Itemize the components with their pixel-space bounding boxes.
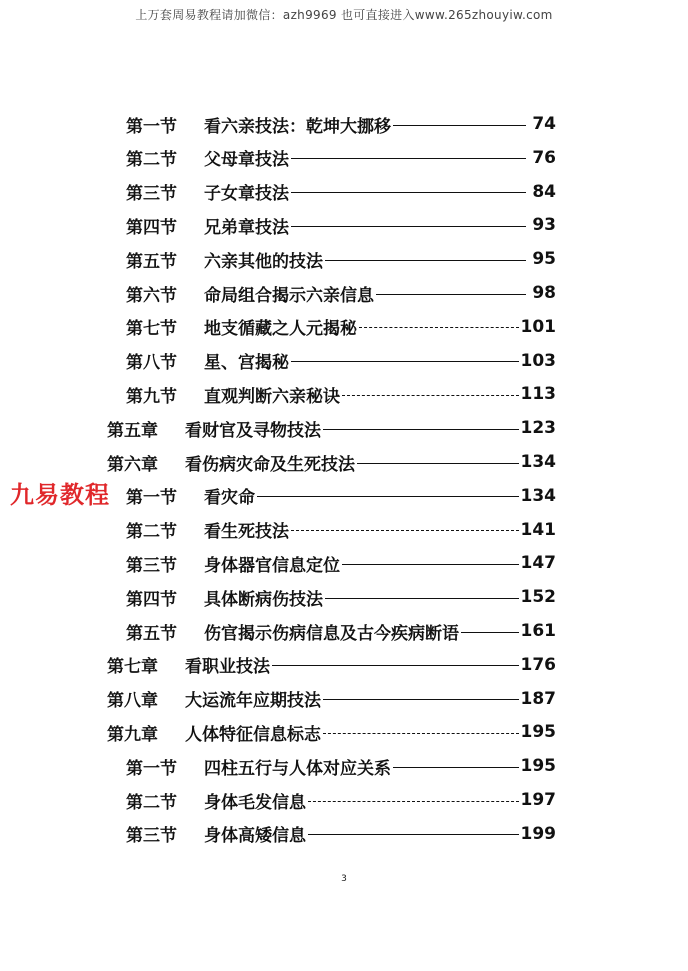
toc-entry-page: 103: [520, 350, 556, 371]
toc-leader-line: [342, 395, 519, 396]
toc-leader-line: [323, 699, 519, 700]
toc-entry-title: 看生死技法: [204, 522, 289, 543]
toc-entry-title: 直观判断六亲秘诀: [204, 386, 340, 407]
toc-entry-page: 84: [532, 181, 556, 202]
toc-entry-number: 第五节: [126, 251, 177, 272]
toc-entry-page: 147: [520, 553, 556, 574]
toc-entry: [126, 179, 556, 205]
toc-entry: [126, 584, 556, 610]
toc-entry: [126, 348, 556, 374]
toc-entry-page: 113: [520, 384, 556, 405]
toc-entry-number: 第四节: [126, 589, 177, 610]
toc-entry-title: 看财官及寻物技法: [185, 420, 321, 441]
toc-entry-page: 76: [532, 147, 556, 168]
toc-entry-page: 141: [520, 519, 556, 540]
toc-entry-page: 195: [520, 756, 556, 777]
page-header-ad: 上万套周易教程请加微信：azh9969 也可直接进入www.265zhouyiw.com: [135, 8, 553, 22]
toc-entry-title: 地支循藏之人元揭秘: [204, 319, 357, 340]
toc-entry: [126, 381, 556, 407]
toc-leader-line: [323, 429, 519, 430]
toc-leader-line: [359, 327, 519, 328]
toc-leader-line: [325, 598, 519, 599]
toc-entry-page: 101: [520, 316, 556, 337]
toc-entry-number: 第五节: [126, 623, 177, 644]
toc-entry-page: 123: [520, 418, 556, 439]
toc-entry-number: 第二节: [126, 792, 177, 813]
toc-entry-title: 身体高矮信息: [204, 826, 306, 847]
toc-leader-line: [308, 834, 519, 835]
toc-leader-line: [291, 226, 526, 227]
toc-entry-number: 第九节: [126, 386, 177, 407]
toc-entry-number: 第一节: [126, 116, 177, 137]
toc-entry-title: 看灾命: [204, 488, 255, 509]
toc-entry-title: 子女章技法: [204, 184, 289, 205]
toc-entry-number: 第一节: [126, 488, 177, 509]
toc-leader-line: [342, 564, 519, 565]
toc-entry-title: 兄弟章技法: [204, 217, 289, 238]
toc-entry-title: 伤官揭示伤病信息及古今疾病断语: [204, 623, 459, 644]
toc-entry: [126, 483, 556, 509]
toc-entry-number: 第三节: [126, 184, 177, 205]
toc-entry-number: 第九章: [107, 724, 158, 745]
toc-leader-line: [257, 496, 519, 497]
toc-leader-line: [393, 125, 526, 126]
toc-entry-number: 第二节: [126, 522, 177, 543]
toc-entry-number: 第八节: [126, 353, 177, 374]
toc-entry-title: 看六亲技法：乾坤大挪移: [204, 116, 391, 137]
toc-entry-title: 看伤病灾命及生死技法: [185, 454, 355, 475]
toc-leader-line: [308, 801, 519, 802]
toc-entry-number: 第七节: [126, 319, 177, 340]
watermark-logo: 九易教程: [10, 481, 110, 509]
toc-entry-number: 第四节: [126, 217, 177, 238]
toc-leader-line: [323, 733, 519, 734]
toc-entry-title: 星、宫揭秘: [204, 353, 289, 374]
toc-leader-line: [357, 463, 519, 464]
toc-entry: [107, 719, 556, 745]
toc-entry-number: 第三节: [126, 826, 177, 847]
toc-entry-page: 134: [520, 452, 556, 472]
toc-entry-page: 197: [520, 790, 556, 810]
page-number: 3: [341, 874, 347, 884]
toc-entry: [126, 787, 556, 813]
toc-entry-title: 四柱五行与人体对应关系: [204, 758, 391, 779]
toc-entry-number: 第五章: [107, 420, 158, 441]
toc-leader-line: [376, 294, 526, 295]
toc-entry-title: 看职业技法: [185, 657, 270, 678]
toc-entry: [126, 111, 556, 137]
toc-entry-title: 大运流年应期技法: [185, 691, 321, 712]
toc-leader-line: [461, 632, 519, 633]
toc-entry: [126, 246, 556, 272]
toc-entry-page: 161: [520, 621, 556, 641]
toc-leader-line: [272, 665, 519, 666]
toc-entry: [126, 821, 556, 847]
toc-entry-number: 第二节: [126, 150, 177, 171]
toc-entry-number: 第六章: [107, 454, 158, 475]
toc-entry: [126, 753, 556, 779]
toc-entry: [126, 517, 556, 543]
toc-entry: [107, 449, 556, 475]
toc-entry-title: 命局组合揭示六亲信息: [204, 285, 374, 306]
toc-entry-page: 95: [532, 249, 556, 270]
toc-entry-title: 人体特征信息标志: [185, 724, 321, 745]
toc-entry-page: 74: [532, 114, 556, 134]
toc-entry-title: 身体器官信息定位: [204, 555, 340, 576]
toc-entry-number: 第三节: [126, 555, 177, 576]
toc-entry-page: 134: [520, 485, 556, 506]
toc-entry-page: 199: [520, 823, 556, 844]
toc-entry: [107, 686, 556, 712]
toc-entry-page: 176: [520, 654, 556, 675]
toc-leader-line: [291, 361, 519, 362]
toc-entry-page: 152: [520, 587, 556, 608]
toc-entry-page: 98: [532, 283, 556, 303]
toc-leader-line: [325, 260, 526, 261]
toc-leader-line: [291, 192, 526, 193]
toc-entry: [126, 145, 556, 171]
toc-entry-title: 父母章技法: [204, 150, 289, 171]
toc-entry: [107, 415, 556, 441]
toc-leader-line: [291, 530, 519, 531]
toc-leader-line: [291, 158, 526, 159]
toc-entry-number: 第六节: [126, 285, 177, 306]
toc-entry: [126, 280, 556, 306]
toc-entry: [126, 212, 556, 238]
toc-entry-page: 187: [520, 688, 556, 709]
toc-entry-title: 身体毛发信息: [204, 792, 306, 813]
toc-leader-line: [393, 767, 519, 768]
toc-entry-number: 第一节: [126, 758, 177, 779]
toc-entry-page: 93: [532, 215, 556, 236]
toc-entry: [126, 314, 556, 340]
toc-entry-number: 第八章: [107, 691, 158, 712]
toc-entry-title: 具体断病伤技法: [204, 589, 323, 610]
toc-entry-number: 第七章: [107, 657, 158, 678]
toc-entry: [126, 550, 556, 576]
toc-entry-title: 六亲其他的技法: [204, 251, 323, 272]
toc-entry-page: 195: [520, 722, 556, 743]
toc-entry: [107, 652, 556, 678]
toc-entry: [126, 618, 556, 644]
